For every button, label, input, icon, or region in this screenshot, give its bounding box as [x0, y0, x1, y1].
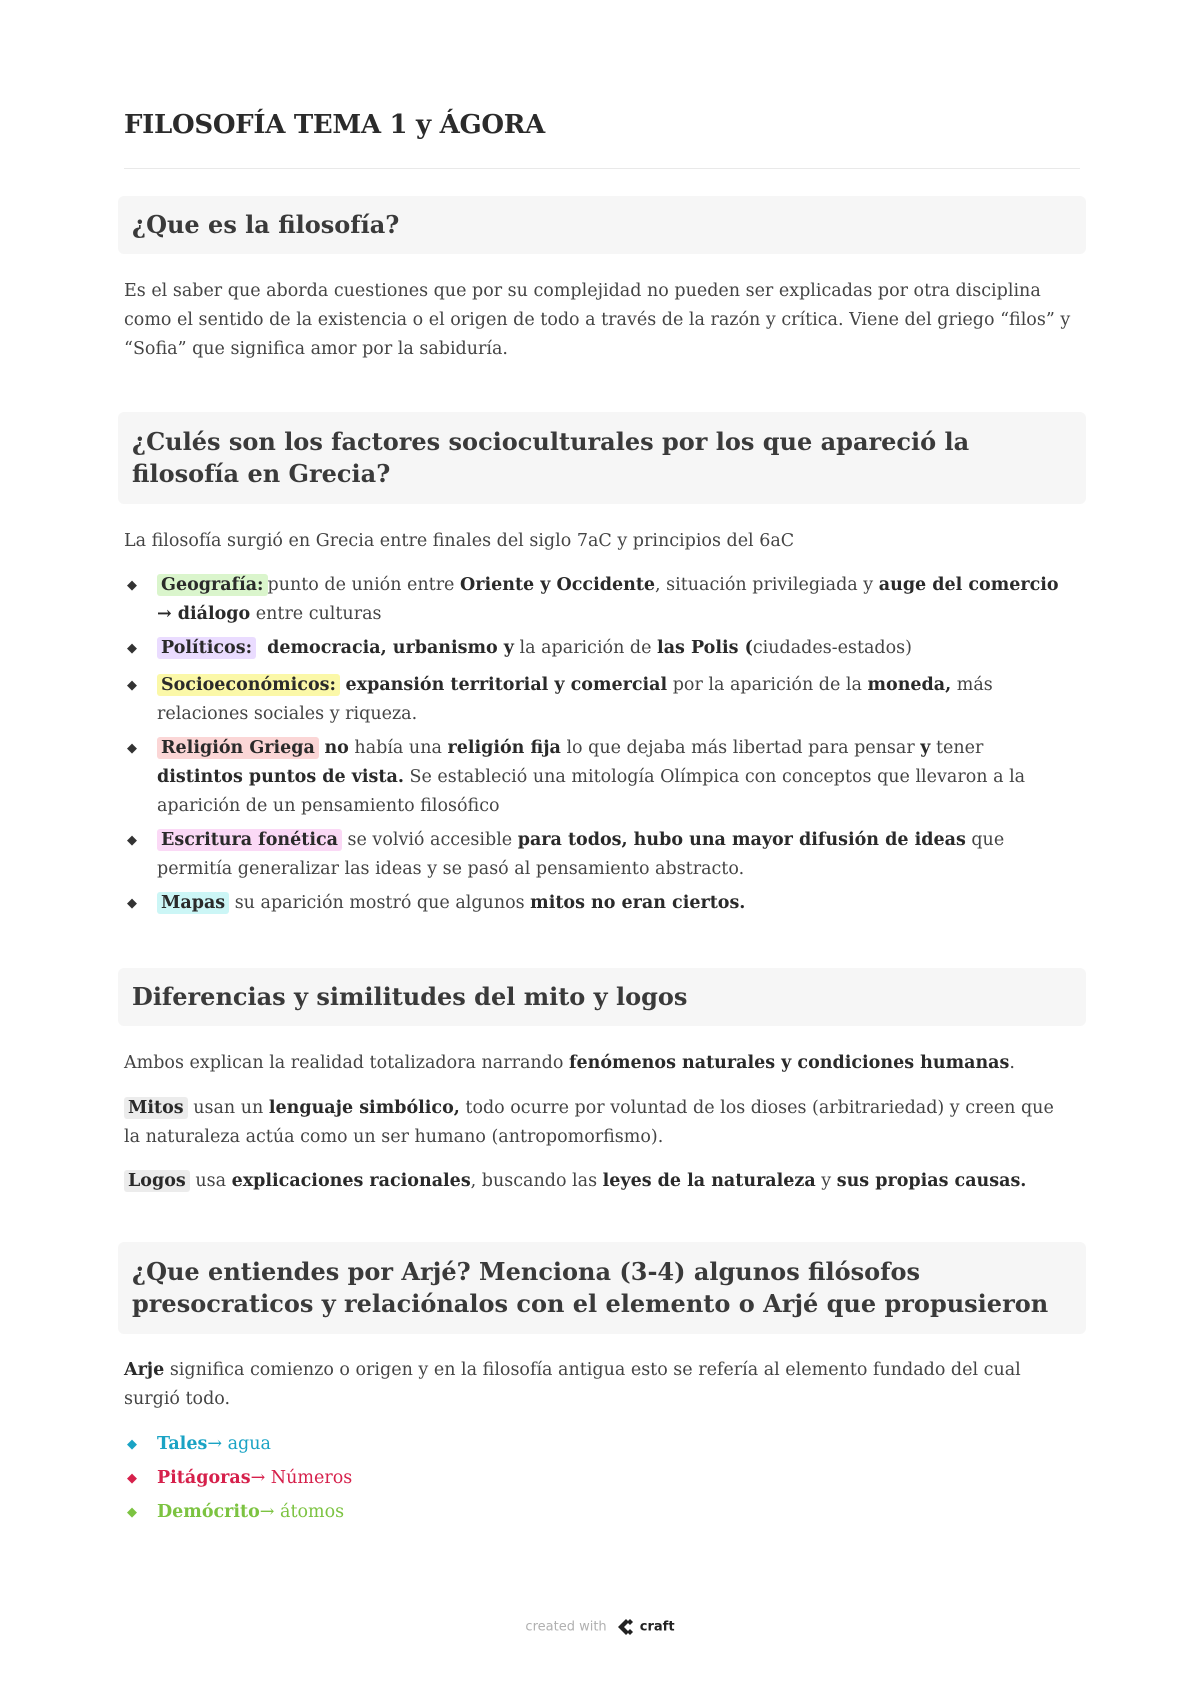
text: se volvió accesible	[341, 830, 518, 850]
list-item	[124, 571, 1074, 629]
text: usa	[189, 1171, 232, 1191]
craft-logo-icon	[617, 1618, 637, 1636]
list-item	[124, 1498, 1074, 1527]
text: por la aparición de la	[667, 675, 868, 695]
text: ciudades-estados)	[752, 638, 912, 658]
list-item	[124, 826, 1074, 884]
list-item	[124, 734, 1074, 821]
filosofos-list	[124, 1430, 1074, 1527]
highlight-label: Escritura fonética	[157, 829, 342, 851]
text: había una	[348, 738, 448, 758]
section-heading-text: Diferencias y similitudes del mito y logos	[132, 982, 688, 1011]
bullet-icon: ◆	[127, 1471, 137, 1486]
bold-text: para todos, hubo una mayor difusión de ideas	[517, 830, 966, 850]
bullet-icon: ◆	[127, 678, 137, 693]
bold-text: explicaciones racionales	[231, 1171, 471, 1191]
bullet-icon: ◆	[127, 1505, 137, 1520]
philosopher-name: Pitágoras	[157, 1468, 251, 1488]
text: usan un	[187, 1098, 269, 1118]
footer-created-with	[0, 1618, 1200, 1636]
bullet-icon: ◆	[127, 896, 137, 911]
paragraph-arje	[124, 1356, 1074, 1414]
text: más relaciones sociales y riqueza.	[157, 675, 993, 724]
bold-text: Oriente y Occidente	[459, 575, 656, 595]
bullet-icon: ◆	[127, 741, 137, 756]
bold-text: las Polis (	[657, 638, 753, 658]
text: punto de unión entre	[267, 575, 460, 595]
text: todo ocurre por voluntad de los dioses (arbitrariedad) y creen que la naturaleza actúa como un ser humano (antropomorfismo).	[124, 1098, 1054, 1147]
paragraph-intro-factores: La filosofía surgió en Grecia entre finales del siglo 7aC y principios del 6aC	[124, 531, 795, 551]
element-text: átomos	[280, 1502, 345, 1522]
highlight-label: Logos	[124, 1170, 190, 1192]
text: significa comienzo o origen y en la filosofía antigua esto se refería al elemento fundado del cual surgió todo.	[124, 1360, 1021, 1409]
section-heading-text: ¿Que es la filosofía?	[132, 210, 400, 239]
bold-text: fenómenos naturales y condiciones humanas	[568, 1053, 1010, 1073]
list-item	[124, 889, 1074, 918]
text: y	[815, 1171, 837, 1191]
bold-text: sus propias causas.	[836, 1171, 1027, 1191]
bold-text: leyes de la naturaleza	[602, 1171, 816, 1191]
highlight-label: Mapas	[157, 892, 229, 914]
paragraph-definicion: Es el saber que aborda cuestiones que por su complejidad no pueden ser explicadas por otra disciplina como el sentido de la existencia o el origen de todo a través de la razón y crítica. Viene del griego “filos” y “Sofia” que significa amor por la sabiduría.	[124, 281, 1071, 359]
section-heading-text: ¿Que entiendes por Arjé? Menciona (3-4) algunos filósofos presocraticos y relaciónalos con el elemento o Arjé que propusieron	[132, 1257, 1049, 1318]
bullet-icon: ◆	[127, 578, 137, 593]
arrow-icon: →	[207, 1434, 228, 1454]
highlight-label: Mitos	[124, 1097, 188, 1119]
section-heading-text: ¿Culés son los factores socioculturales por los que apareció la filosofía en Grecia?	[132, 427, 970, 488]
text: su aparición mostró que algunos	[229, 893, 531, 913]
list-item	[124, 671, 1074, 729]
list-item	[124, 1464, 1074, 1493]
text: tener	[930, 738, 984, 758]
paragraph-logos	[124, 1167, 1074, 1196]
bold-text: auge del comercio → diálogo	[157, 575, 1059, 624]
bold-text: distintos puntos de vista.	[157, 767, 404, 787]
section-heading-arje	[118, 1242, 1086, 1334]
section-heading-mito-logos	[118, 968, 1086, 1026]
element-text: agua	[227, 1434, 271, 1454]
arrow-icon: →	[250, 1468, 271, 1488]
bold-text: democracia, urbanismo y	[267, 638, 514, 658]
highlight-label: Políticos:	[157, 637, 256, 659]
highlight-label: Geografía:	[157, 574, 268, 596]
bold-text: expansión territorial y comercial	[345, 675, 668, 695]
bullet-icon: ◆	[127, 641, 137, 656]
bold-text: y	[920, 738, 931, 758]
paragraph-mitos	[124, 1094, 1074, 1152]
bold-text: no	[324, 738, 349, 758]
text: Ambos explican la realidad totalizadora narrando	[124, 1053, 569, 1073]
bold-text: moneda,	[867, 675, 952, 695]
text: lo que dejaba más libertad para pensar	[560, 738, 921, 758]
paragraph-ambos	[124, 1049, 1074, 1078]
text: la aparición de	[513, 638, 658, 658]
factores-list	[124, 571, 1074, 918]
list-item	[124, 634, 1074, 663]
philosopher-name: Tales	[157, 1434, 208, 1454]
highlight-label: Socioeconómicos:	[157, 674, 340, 696]
philosopher-name: Demócrito	[157, 1502, 260, 1522]
bold-text: mitos no eran ciertos.	[530, 893, 746, 913]
craft-brand-text: craft	[639, 1619, 675, 1635]
text: entre culturas	[250, 604, 382, 624]
highlight-label: Religión Griega	[157, 737, 319, 759]
arrow-icon: →	[259, 1502, 281, 1522]
bold-text: Arje	[124, 1360, 165, 1380]
text: , situación privilegiada y	[655, 575, 879, 595]
bold-text: lenguaje simbólico,	[268, 1098, 460, 1118]
footer-text: created with	[525, 1619, 607, 1635]
list-item	[124, 1430, 1074, 1459]
text: .	[1009, 1053, 1015, 1073]
text: , buscando las	[470, 1171, 603, 1191]
bold-text: religión fija	[447, 738, 561, 758]
element-text: Números	[270, 1468, 353, 1488]
bullet-icon: ◆	[127, 833, 137, 848]
section-heading-filosofia	[118, 196, 1086, 254]
page-title: FILOSOFÍA TEMA 1 y ÁGORA	[124, 110, 545, 140]
text: Se estableció una mitología Olímpica con conceptos que llevaron a la aparición de un pensamiento filosófico	[157, 767, 1026, 816]
title-divider	[124, 168, 1080, 169]
bullet-icon: ◆	[127, 1437, 137, 1452]
text: que permitía generalizar las ideas y se pasó al pensamiento abstracto.	[157, 830, 1005, 879]
section-heading-factores	[118, 412, 1086, 504]
